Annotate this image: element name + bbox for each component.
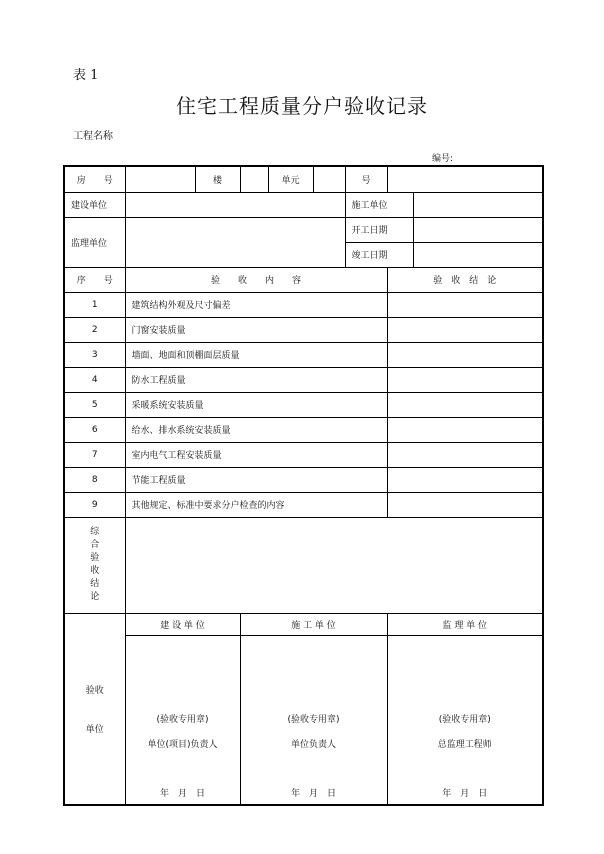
room-label: 房 号 (64, 166, 125, 192)
serial-number-label: 编号: (432, 154, 454, 164)
completion-date-field[interactable] (413, 242, 543, 267)
contractor-label: 施工单位 (345, 192, 413, 217)
item-conclusion-field[interactable] (387, 467, 543, 492)
item-number: 3 (64, 342, 125, 367)
item-number: 4 (64, 367, 125, 392)
item-content: 建筑结构外观及尺寸偏差 (125, 292, 387, 317)
table-row (64, 442, 543, 467)
acceptance-label-bottom: 单位 (85, 724, 104, 735)
item-conclusion-field[interactable] (387, 292, 543, 317)
table-number: 表 1 (73, 68, 99, 83)
room-number-field[interactable] (313, 166, 345, 192)
room-building-field[interactable] (125, 166, 195, 192)
item-conclusion-field[interactable] (387, 367, 543, 392)
table-row (64, 292, 543, 317)
item-conclusion-field[interactable] (387, 317, 543, 342)
table-row (64, 342, 543, 367)
seq-header: 序 号 (64, 267, 125, 292)
summary-field[interactable] (125, 517, 543, 613)
item-content: 其他规定、标准中要求分户检查的内容 (125, 492, 387, 517)
sign-date-label: 年 月 日 (290, 788, 336, 799)
construction-unit-row (64, 192, 543, 217)
item-content: 采暖系统安装质量 (125, 392, 387, 417)
signature-header-row (64, 613, 543, 635)
column-header-row (64, 267, 543, 292)
responsible-person-label: 单位负责人 (290, 739, 336, 750)
item-number: 5 (64, 392, 125, 417)
acceptance-label-top: 验收 (85, 685, 104, 696)
construction-unit-field[interactable] (125, 192, 345, 217)
table-row (64, 467, 543, 492)
contractor-field[interactable] (413, 192, 543, 217)
item-content: 防水工程质量 (125, 367, 387, 392)
room-extra-field[interactable] (387, 166, 543, 192)
item-content: 室内电气工程安装质量 (125, 442, 387, 467)
summary-label-line: 结论 (90, 579, 100, 602)
table-row (64, 492, 543, 517)
conclusion-header: 验 收 结 论 (387, 267, 543, 292)
party-name-contractor: 施 工 单 位 (240, 613, 387, 635)
completion-date-label: 竣工日期 (345, 242, 413, 267)
item-conclusion-field[interactable] (387, 342, 543, 367)
start-date-field[interactable] (413, 217, 543, 242)
number-label: 号 (345, 166, 387, 192)
acceptance-unit-label (64, 613, 125, 805)
party-name-supervision: 监 理 单 位 (387, 613, 543, 635)
item-number: 2 (64, 317, 125, 342)
signature-cell-construction[interactable] (125, 635, 240, 805)
item-content: 给水、排水系统安装质量 (125, 417, 387, 442)
item-number: 7 (64, 442, 125, 467)
item-conclusion-field[interactable] (387, 417, 543, 442)
seal-label: (验收专用章) (438, 714, 491, 725)
seal-label: (验收专用章) (156, 714, 209, 725)
summary-label-line: 综合 (90, 527, 100, 550)
item-conclusion-field[interactable] (387, 492, 543, 517)
item-content: 墙面、地面和顶棚面层质量 (125, 342, 387, 367)
seal-label: (验收专用章) (287, 714, 340, 725)
summary-label-line: 验收 (90, 553, 100, 576)
summary-row (64, 517, 543, 613)
unit-field[interactable] (240, 166, 268, 192)
table-row (64, 417, 543, 442)
table-row (64, 317, 543, 342)
room-row (64, 166, 543, 192)
item-number: 6 (64, 417, 125, 442)
content-header: 验 收 内 容 (125, 267, 387, 292)
acceptance-record-table (63, 165, 544, 806)
supervision-unit-label: 监理单位 (64, 217, 125, 267)
responsible-person-label: 总监理工程师 (437, 739, 492, 750)
supervision-row-1 (64, 217, 543, 242)
page-title: 住宅工程质量分户验收记录 (176, 94, 428, 118)
responsible-person-label: 单位(项目)负责人 (147, 739, 218, 750)
signature-cell-contractor[interactable] (240, 635, 387, 805)
table-row (64, 392, 543, 417)
start-date-label: 开工日期 (345, 217, 413, 242)
item-content: 节能工程质量 (125, 467, 387, 492)
building-label: 楼 (195, 166, 240, 192)
table-row (64, 367, 543, 392)
item-number: 8 (64, 467, 125, 492)
signature-cell-supervision[interactable] (387, 635, 543, 805)
sign-date-label: 年 月 日 (159, 788, 205, 799)
party-name-construction: 建 设 单 位 (125, 613, 240, 635)
summary-label (64, 517, 125, 613)
item-conclusion-field[interactable] (387, 442, 543, 467)
signature-row (64, 635, 543, 805)
sign-date-label: 年 月 日 (442, 788, 488, 799)
item-number: 1 (64, 292, 125, 317)
item-conclusion-field[interactable] (387, 392, 543, 417)
supervision-unit-field[interactable] (125, 217, 345, 267)
item-number: 9 (64, 492, 125, 517)
construction-unit-label: 建设单位 (64, 192, 125, 217)
item-content: 门窗安装质量 (125, 317, 387, 342)
project-name-label: 工程名称 (73, 131, 113, 142)
unit-label: 单元 (268, 166, 313, 192)
